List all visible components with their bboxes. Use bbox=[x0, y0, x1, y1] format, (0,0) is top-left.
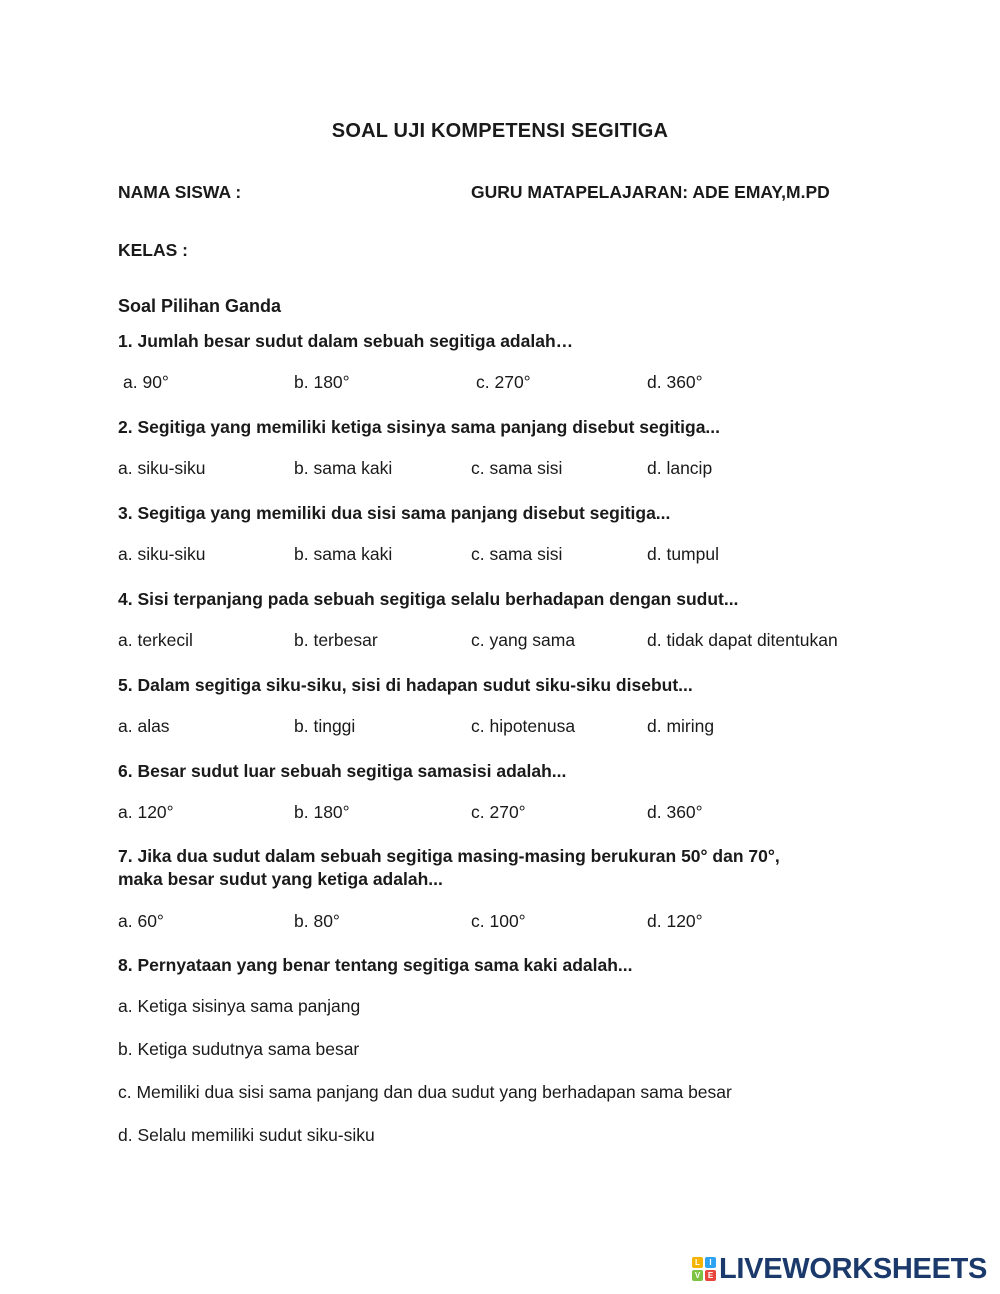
question-1-options bbox=[118, 372, 878, 396]
question-4-options bbox=[118, 630, 878, 654]
option-c[interactable]: c. 270° bbox=[471, 802, 526, 822]
option-b[interactable]: b. 180° bbox=[294, 372, 350, 392]
option-d[interactable]: d. miring bbox=[647, 716, 715, 736]
question-3-options bbox=[118, 544, 878, 568]
option-a[interactable]: a. 90° bbox=[123, 372, 169, 392]
option-b[interactable]: b. Ketiga sudutnya sama besar bbox=[118, 1039, 360, 1059]
option-a[interactable]: a. siku-siku bbox=[118, 544, 206, 564]
option-d[interactable]: d. 120° bbox=[647, 911, 703, 931]
question-4: 4. Sisi terpanjang pada sebuah segitiga selalu berhadapan dengan sudut... bbox=[118, 589, 739, 609]
logo-mark-square: V bbox=[692, 1270, 703, 1281]
option-d[interactable]: d. tumpul bbox=[647, 544, 719, 564]
question-7-options bbox=[118, 911, 878, 935]
question-6: 6. Besar sudut luar sebuah segitiga samasisi adalah... bbox=[118, 761, 567, 781]
option-a[interactable]: a. 60° bbox=[118, 911, 164, 931]
option-b[interactable]: b. terbesar bbox=[294, 630, 378, 650]
option-b[interactable]: b. sama kaki bbox=[294, 544, 393, 564]
option-a[interactable]: a. Ketiga sisinya sama panjang bbox=[118, 996, 361, 1016]
option-c[interactable]: c. sama sisi bbox=[471, 544, 563, 564]
option-c[interactable]: c. hipotenusa bbox=[471, 716, 576, 736]
option-d[interactable]: d. tidak dapat ditentukan bbox=[647, 630, 838, 650]
logo-mark-square: E bbox=[705, 1270, 716, 1281]
option-c[interactable]: c. 100° bbox=[471, 911, 526, 931]
question-6-options bbox=[118, 802, 878, 826]
logo-text: LIVEWORKSHEETS bbox=[719, 1252, 988, 1285]
teacher-label: GURU MATAPELAJARAN: ADE EMAY,M.PD bbox=[471, 182, 830, 202]
section-title: Soal Pilihan Ganda bbox=[118, 296, 282, 316]
question-8: 8. Pernyataan yang benar tentang segitiga sama kaki adalah... bbox=[118, 955, 633, 975]
option-b[interactable]: b. 80° bbox=[294, 911, 340, 931]
option-b[interactable]: b. 180° bbox=[294, 802, 350, 822]
option-d[interactable]: d. lancip bbox=[647, 458, 713, 478]
option-b[interactable]: b. tinggi bbox=[294, 716, 356, 736]
question-7-line-1: 7. Jika dua sudut dalam sebuah segitiga masing-masing berukuran 50° dan 70°, bbox=[118, 846, 780, 866]
option-d[interactable]: d. 360° bbox=[647, 802, 703, 822]
question-1: 1. Jumlah besar sudut dalam sebuah segitiga adalah… bbox=[118, 331, 574, 351]
question-2: 2. Segitiga yang memiliki ketiga sisinya sama panjang disebut segitiga... bbox=[118, 417, 721, 437]
worksheet-title: SOAL UJI KOMPETENSI SEGITIGA bbox=[331, 120, 669, 142]
option-b[interactable]: b. sama kaki bbox=[294, 458, 393, 478]
liveworksheets-logo bbox=[692, 1254, 987, 1284]
class-label: KELAS : bbox=[118, 240, 188, 260]
question-5: 5. Dalam segitiga siku-siku, sisi di hadapan sudut siku-siku disebut... bbox=[118, 675, 693, 695]
option-a[interactable]: a. 120° bbox=[118, 802, 174, 822]
option-c[interactable]: c. yang sama bbox=[471, 630, 576, 650]
question-7-line-2: maka besar sudut yang ketiga adalah... bbox=[118, 869, 443, 889]
student-name-label: NAMA SISWA : bbox=[118, 182, 242, 202]
option-d[interactable]: d. 360° bbox=[647, 372, 703, 392]
option-c[interactable]: c. sama sisi bbox=[471, 458, 563, 478]
question-5-options bbox=[118, 716, 878, 740]
option-c[interactable]: c. 270° bbox=[476, 372, 531, 392]
option-d[interactable]: d. Selalu memiliki sudut siku-siku bbox=[118, 1125, 375, 1145]
option-a[interactable]: a. terkecil bbox=[118, 630, 193, 650]
option-a[interactable]: a. alas bbox=[118, 716, 170, 736]
option-a[interactable]: a. siku-siku bbox=[118, 458, 206, 478]
question-2-options bbox=[118, 458, 878, 482]
logo-mark-icon bbox=[692, 1257, 716, 1281]
logo-mark-square: L bbox=[692, 1257, 703, 1268]
question-3: 3. Segitiga yang memiliki dua sisi sama panjang disebut segitiga... bbox=[118, 503, 671, 523]
option-c[interactable]: c. Memiliki dua sisi sama panjang dan dua sudut yang berhadapan sama besar bbox=[118, 1082, 732, 1102]
logo-mark-square: I bbox=[705, 1257, 716, 1268]
